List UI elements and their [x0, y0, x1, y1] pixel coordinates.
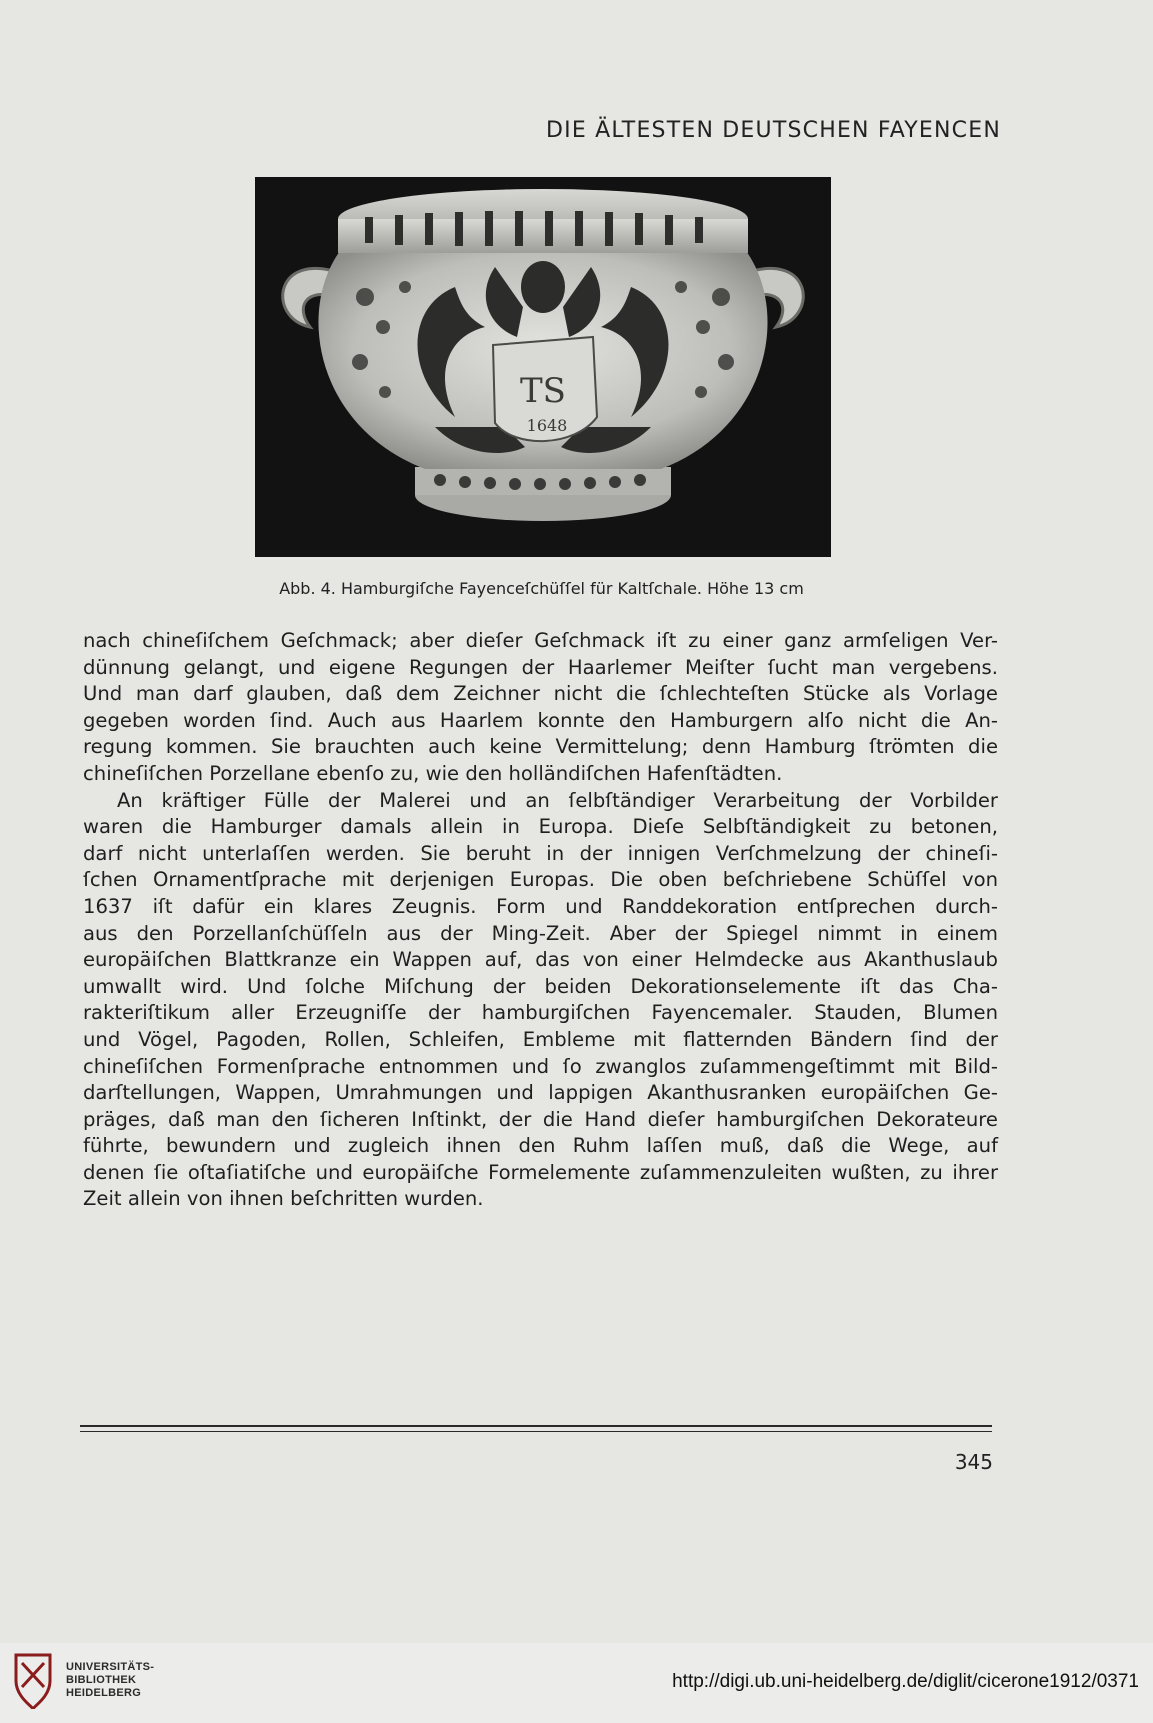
- text-line: darf nicht unterlaſſen werden. Sie beruht in der innigen Verſchmelzung der chineſi-: [83, 841, 998, 865]
- library-name-line: BIBLIOTHEK: [66, 1674, 137, 1686]
- text-line: umwallt wird. Und ſolche Miſchung der beiden Dekorationselemente iſt das Cha-: [83, 974, 998, 998]
- text-line: präges, daß man den ſicheren Inſtinkt, der die Hand dieſer hamburgiſchen Dekorateure: [83, 1107, 998, 1131]
- page-number: 345: [954, 1450, 993, 1474]
- footer-rule-thin: [80, 1431, 992, 1432]
- text-line: denen ſie oſtaſiatiſche und europäiſche Formelemente zuſammenzuleiten wußten, zu ihrer: [83, 1160, 998, 1184]
- faience-bowl-illustration: [255, 177, 831, 557]
- footer-rule: [80, 1425, 992, 1427]
- text-line: Zeit allein von ihnen beſchritten wurden.: [83, 1187, 484, 1211]
- text-line: rakteriſtikum aller Erzeugniſſe der hamburgiſchen Fayencemaler. Stauden, Blumen: [83, 1001, 998, 1025]
- text-line: 1637 iſt dafür ein klares Zeugnis. Form und Randdekoration entſprechen durch-: [83, 894, 998, 918]
- paragraph-2: [83, 788, 998, 1214]
- library-logo-icon: [10, 1651, 56, 1713]
- text-line: aus den Porzellanſchüſſeln aus der Ming-Zeit. Aber der Spiegel nimmt in einem: [83, 921, 998, 945]
- text-line: chineſiſchen Porzellane ebenſo zu, wie den holländiſchen Hafenſtädten.: [83, 761, 783, 785]
- running-head: DIE ÄLTESTEN DEUTSCHEN FAYENCEN: [546, 118, 1001, 143]
- text-line: An kräftiger Fülle der Malerei und an ſelbſtändiger Verarbeitung der Vorbilder: [117, 788, 998, 812]
- figure-faience-bowl-photo: [255, 177, 831, 557]
- text-line: nach chineſiſchem Geſchmack; aber dieſer Geſchmack iſt zu einer ganz armſeligen Ver-: [83, 629, 998, 652]
- figure-caption: Abb. 4. Hamburgiſche Fayenceſchüſſel für Kaltſchale. Höhe 13 cm: [279, 579, 804, 598]
- text-line: Und man darf glauben, daß dem Zeichner nicht die ſchlechteſten Stücke als Vorlage: [83, 682, 998, 706]
- text-line: ſchen Ornamentſprache mit derjenigen Europas. Die oben beſchriebene Schüſſel von: [83, 868, 998, 892]
- text-line: führte, bewundern und zugleich ihnen den Ruhm laſſen muß, daß die Wege, auf: [83, 1134, 998, 1158]
- paragraph-1: [83, 628, 998, 788]
- shield-year: 1648: [526, 416, 568, 435]
- shield-monogram: TS: [520, 371, 566, 411]
- text-line: und Vögel, Pagoden, Rollen, Schleifen, Embleme mit flatternden Bändern ſind der: [83, 1027, 998, 1051]
- library-name-line: UNIVERSITÄTS-: [66, 1661, 155, 1673]
- text-line: waren die Hamburger damals allein in Europa. Dieſe Selbſtändigkeit zu betonen,: [83, 815, 998, 839]
- text-line: europäiſchen Blattkranze ein Wappen auf, das von einer Helmdecke aus Akanthuslaub: [83, 948, 998, 972]
- text-line: darſtellungen, Wappen, Umrahmungen und lappigen Akanthusranken europäiſchen Ge-: [83, 1081, 998, 1105]
- text-line: regung kommen. Sie brauchten auch keine Vermittelung; denn Hamburg ſtrömten die: [83, 735, 998, 759]
- source-url-link[interactable]: http://digi.ub.uni-heidelberg.de/diglit/cicerone1912/0371: [672, 1671, 1139, 1692]
- text-line: gegeben worden ſind. Auch aus Haarlem konnte den Hamburgern alſo nicht die An-: [83, 708, 998, 732]
- text-line: dünnung gelangt, und eigene Regungen der Haarlemer Meiſter ſucht man vergebens.: [83, 655, 998, 679]
- library-name-line: HEIDELBERG: [66, 1687, 142, 1699]
- library-name: [66, 1661, 154, 1700]
- digitization-footer: [0, 1643, 1153, 1723]
- body-text: [83, 628, 998, 1213]
- text-line: chineſiſchen Formenſprache entnommen und ſo zwanglos zuſammengeſtimmt mit Bild-: [83, 1054, 998, 1078]
